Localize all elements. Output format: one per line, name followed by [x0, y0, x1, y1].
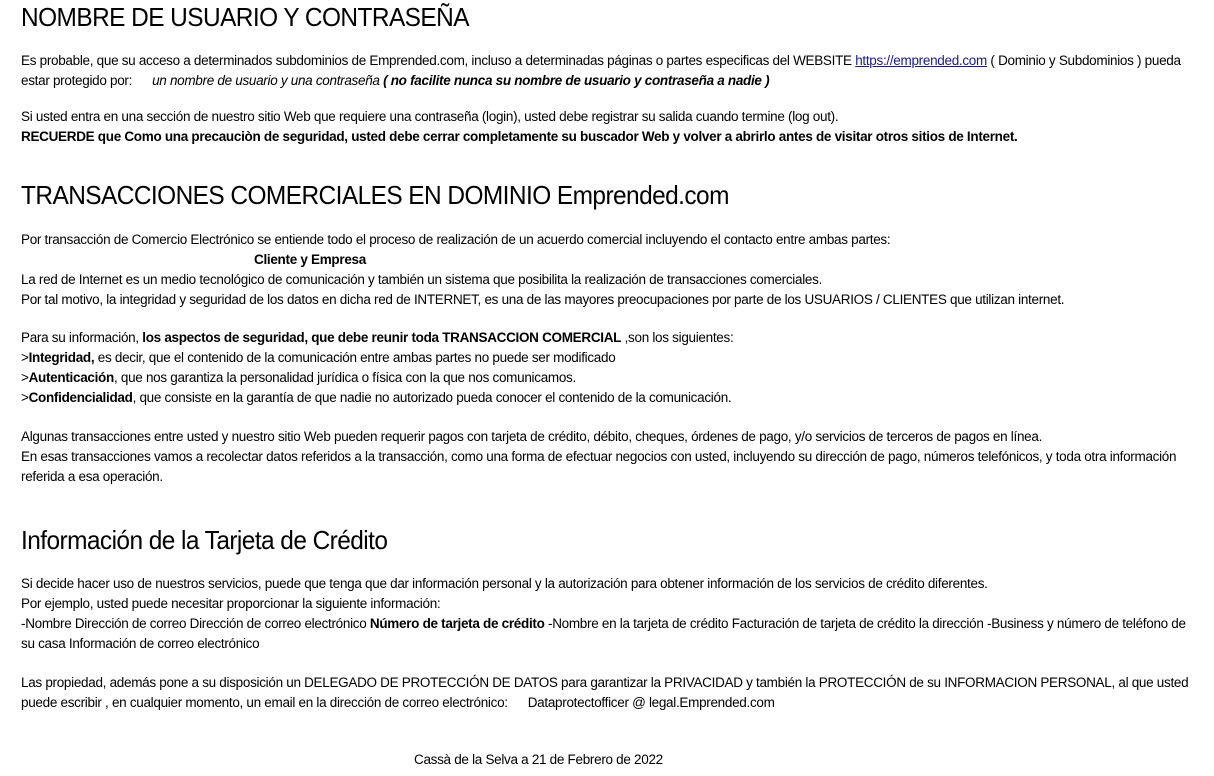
list-item-autenticacion: >Autenticación, que nos garantiza la personalidad jurídica o física con la que nos comunicamos. [21, 370, 576, 385]
paragraph-login: Si usted entra en una sección de nuestro sitio Web que requiere una contraseña (login), usted debe registrar su salida cuando termine (log out). RECUERDE que Como una precauciòn de seguridad, usted debe cerrar completamente su buscador Web y volver a abrirlo antes de visitar otros sitios de Internet. [21, 109, 1018, 144]
dpo-email: Dataprotectofficer @ legal.Emprended.com [527, 695, 775, 710]
section-transacciones [21, 180, 1196, 211]
heading-tarjeta-credito: Información de la Tarjeta de Crédito [21, 525, 388, 555]
footer-date-place: Cassà de la Selva a 21 de Febrero de 2022 [414, 752, 663, 767]
section-tarjeta-credito [21, 525, 1196, 556]
paragraph-tarjeta-info: Si decide hacer uso de nuestros servicios, puede que tenga que dar información personal y la autorización para obtener información de los servicios de crédito diferentes. Por ejemplo, usted puede necesitar proporcionar la siguiente información: -Nombre Dirección de correo Dirección de correo electrónico Número de tarjeta de crédito -Nombre en la tarjeta de crédito Facturación de tarjeta de crédito la dirección -Business y número de teléfono de su casa Información de correo electrónico [21, 576, 1186, 651]
heading-transacciones: TRANSACCIONES COMERCIALES EN DOMINIO Emprended.com [21, 180, 729, 210]
paragraph-acceso-protegido: Es probable, que su acceso a determinados subdominios de Emprended.com, incluso a determinadas páginas o partes especificas del WEBSITE https://emprended.com ( Dominio y Subdominios ) pueda estar protegido por: un nombre de usuario y una contraseña ( no facilite nunca su nombre de usuario y contraseña a nadie ) [21, 53, 1181, 88]
website-link[interactable]: https://emprended.com [855, 53, 987, 68]
paragraph-pagos: Algunas transacciones entre usted y nuestro sitio Web pueden requerir pagos con tarjeta de crédito, débito, cheques, órdenes de pago, y/o servicios de terceros de pagos en línea. En esas transacciones vamos a recolectar datos referidos a la transacción, como una forma de efectuar negocios con usted, incluyendo su dirección de pago, números telefónicos, y toda otra información referida a esa operación. [21, 429, 1177, 484]
paragraph-delegado-proteccion: Las propiedad, además pone a su disposición un DELEGADO DE PROTECCIÓN DE DATOS para garantizar la PRIVACIDAD y también la PROTECCIÓN de su INFORMACION PERSONAL, al que usted puede escribir , en cualquier momento, un email en la dirección de correo electrónico: Dataprotectofficer @ legal.Emprended.com [21, 675, 1189, 710]
list-item-integridad: >Integridad, es decir, que el contenido de la comunicación entre ambas partes no puede ser modificado [21, 350, 616, 365]
list-item-confidencialidad: >Confidencialidad, que consiste en la garantía de que nadie no autorizado pueda conocer el contenido de la comunicación. [21, 390, 732, 405]
paragraph-transaccion-definicion: Por transacción de Comercio Electrónico se entiende todo el proceso de realización de un acuerdo comercial incluyendo el contacto entre ambas partes: Cliente y Empresa La red de Internet es un medio tecnológico de comunicación y también un sistema que posibilita la realización de transacciones comerciales. Por tal motivo, la integridad y seguridad de los datos en dicha red de INTERNET, es una de las mayores preocupaciones por parte de los USUARIOS / CLIENTES que utilizan internet. [21, 232, 1065, 307]
heading-usuario-contrasena: NOMBRE DE USUARIO Y CONTRASEÑA [21, 2, 469, 32]
paragraph-aspectos-seguridad: Para su información, los aspectos de seguridad, que debe reunir toda TRANSACCION COMERCIAL ,son los siguientes: >Integridad, es decir, que el contenido de la comunicación entre ambas partes no puede ser modificado >Autenticación, que nos garantiza la personalidad jurídica o física con la que nos comunicamos. >Confidencialidad, que consiste en la garantía de que nadie no autorizado pueda conocer el contenido de la comunicación. [21, 328, 1196, 408]
